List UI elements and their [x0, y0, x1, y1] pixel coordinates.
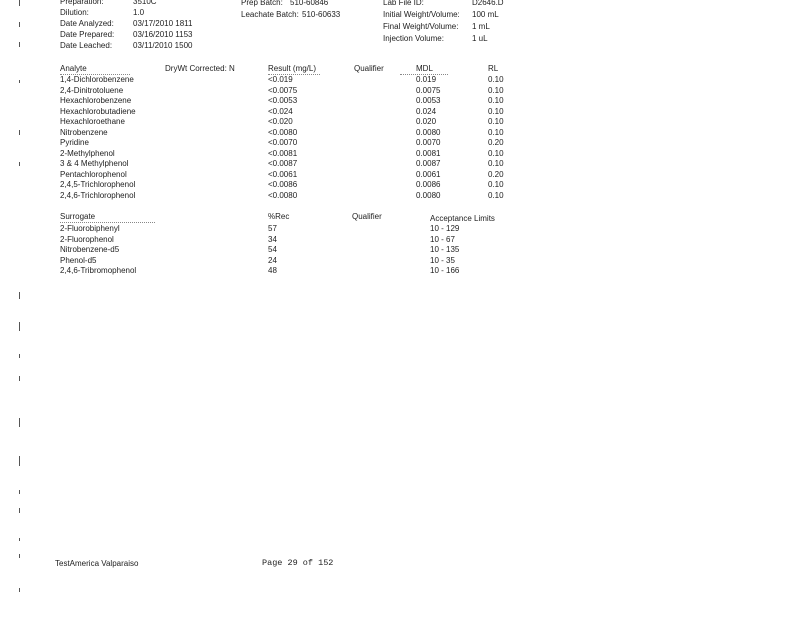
table-cell: 2,4,6-Trichlorophenol	[60, 190, 136, 200]
table-cell: 2-Methylphenol	[60, 148, 115, 158]
table-cell: 10 - 35	[430, 255, 455, 265]
header-label: Leachate Batch:	[241, 10, 299, 19]
table-cell: 0.20	[488, 169, 504, 179]
column-header-result: Result (mg/L)	[268, 64, 317, 73]
table-cell: 10 - 129	[430, 224, 460, 233]
table-cell: <0.0061	[268, 169, 298, 179]
table-cell: 0.019	[416, 75, 437, 84]
header-value: 100 mL	[472, 10, 499, 19]
table-cell: 0.020	[416, 117, 437, 126]
table-cell: 0.10	[488, 180, 504, 189]
header-label: Preparation:	[60, 0, 104, 6]
header-value: 510-60633	[302, 10, 341, 19]
header-label: Prep Batch:	[241, 0, 283, 7]
table-cell: 10 - 135	[430, 245, 460, 254]
table-cell: <0.0086	[268, 180, 298, 189]
table-cell: 10 - 166	[430, 266, 460, 275]
table-cell: 1,4-Dichlorobenzene	[60, 75, 134, 84]
header-value: 510-60846	[290, 0, 329, 7]
column-header-surrogate: Surrogate	[60, 212, 96, 221]
table-cell: 0.0061	[416, 169, 441, 179]
table-cell: 0.0070	[416, 138, 441, 147]
header-value: 03/16/2010 1153	[133, 30, 193, 39]
table-cell: 0.0081	[416, 148, 441, 158]
table-cell: 0.0080	[416, 190, 441, 200]
header-label: Date Prepared:	[60, 30, 115, 39]
table-cell: 0.0075	[416, 85, 441, 95]
table-cell: Hexachlorobutadiene	[60, 106, 136, 116]
table-cell: <0.0070	[268, 138, 298, 147]
header-underline	[60, 222, 155, 223]
table-cell: 2,4,5-Trichlorophenol	[60, 180, 136, 189]
table-cell: <0.0075	[268, 85, 298, 95]
table-cell: 0.0087	[416, 159, 441, 168]
header-value: D2646.D	[472, 0, 504, 7]
column-header-analyte: Analyte	[60, 64, 87, 73]
header-label: Dilution:	[60, 8, 89, 17]
table-cell: Hexachlorobenzene	[60, 96, 132, 105]
header-value: 1.0	[133, 8, 145, 17]
table-cell: 0.10	[488, 127, 504, 137]
header-value: 1 mL	[472, 22, 490, 31]
column-header-drywt: DryWt Corrected: N	[165, 64, 235, 73]
table-cell: 54	[268, 245, 277, 254]
table-cell: <0.024	[268, 106, 293, 116]
table-cell: 2,4-Dinitrotoluene	[60, 85, 124, 95]
header-label: Lab File ID:	[383, 0, 424, 7]
column-header-mdl: MDL	[416, 64, 433, 73]
table-cell: <0.019	[268, 75, 293, 84]
header-value: 03/11/2010 1500	[133, 41, 193, 50]
table-cell: 24	[268, 255, 277, 265]
header-label: Injection Volume:	[383, 34, 444, 43]
header-value: 1 uL	[472, 34, 488, 43]
table-cell: <0.020	[268, 117, 293, 126]
table-cell: 0.10	[488, 85, 504, 95]
table-cell: Nitrobenzene	[60, 127, 108, 137]
table-cell: 0.20	[488, 138, 504, 147]
table-cell: 0.10	[488, 96, 504, 105]
lab-name: TestAmerica Valparaiso	[55, 559, 139, 568]
table-cell: <0.0080	[268, 190, 298, 200]
table-cell: Pyridine	[60, 138, 89, 147]
table-cell: 2,4,6-Tribromophenol	[60, 266, 137, 275]
table-cell: 10 - 67	[430, 234, 455, 244]
header-value: 3510C	[133, 0, 157, 6]
table-cell: 2-Fluorobiphenyl	[60, 224, 120, 233]
table-cell: 0.024	[416, 106, 437, 116]
table-cell: 0.10	[488, 117, 504, 126]
column-header-rec: %Rec	[268, 212, 290, 221]
table-cell: Hexachloroethane	[60, 117, 125, 126]
table-cell: 0.10	[488, 190, 504, 200]
table-cell: <0.0053	[268, 96, 298, 105]
table-cell: 0.0053	[416, 96, 441, 105]
header-label: Date Leached:	[60, 41, 113, 50]
table-cell: 0.10	[488, 148, 504, 158]
column-header-rl: RL	[488, 64, 499, 73]
table-cell: 0.10	[488, 106, 504, 116]
table-cell: Nitrobenzene-d5	[60, 245, 120, 254]
column-header-qualifier: Qualifier	[354, 64, 384, 73]
table-cell: <0.0080	[268, 127, 298, 137]
table-cell: 0.0080	[416, 127, 441, 137]
table-cell: 48	[268, 266, 277, 275]
table-cell: Phenol-d5	[60, 255, 97, 265]
table-cell: 0.10	[488, 159, 504, 168]
column-header-qualifier: Qualifier	[352, 212, 382, 221]
header-value: 03/17/2010 1811	[133, 19, 193, 28]
table-cell: 0.0086	[416, 180, 441, 189]
header-label: Initial Weight/Volume:	[383, 10, 460, 19]
table-cell: 57	[268, 224, 277, 233]
table-cell: <0.0081	[268, 148, 298, 158]
table-cell: Pentachlorophenol	[60, 169, 127, 179]
page-number: Page 29 of 152	[262, 558, 334, 568]
table-cell: 2-Fluorophenol	[60, 234, 114, 244]
column-header-acceptance-limits: Acceptance Limits	[430, 214, 495, 223]
table-cell: 0.10	[488, 75, 504, 84]
table-cell: <0.0087	[268, 159, 298, 168]
table-cell: 3 & 4 Methylphenol	[60, 159, 129, 168]
header-label: Final Weight/Volume:	[383, 22, 459, 31]
header-label: Date Analyzed:	[60, 19, 114, 28]
table-cell: 34	[268, 234, 277, 244]
